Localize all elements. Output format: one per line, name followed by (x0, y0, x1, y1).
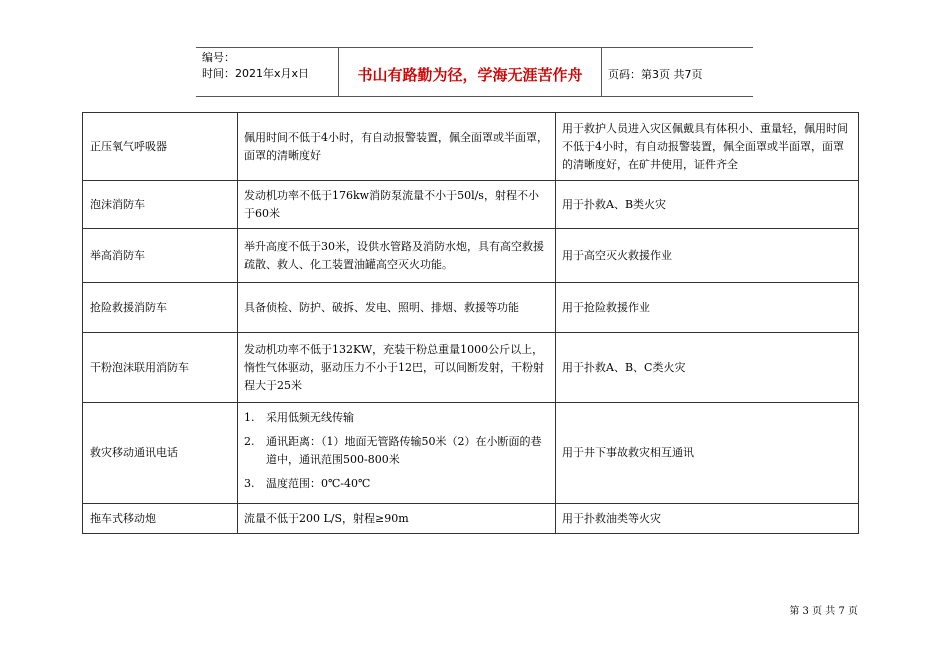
number-label: 编号： (202, 51, 235, 64)
spec-list (244, 409, 549, 493)
table-row (83, 504, 859, 534)
table-row (83, 181, 859, 229)
table-row (83, 283, 859, 333)
list-number: 1. (244, 411, 255, 424)
equipment-spec: 举升高度不低于30米，设供水管路及消防水炮，具有高空救援疏散、救人、化工装置油罐高空灭火功能。 (238, 229, 556, 283)
equipment-use: 用于扑救油类等火灾 (556, 504, 859, 534)
equipment-table (82, 112, 859, 534)
table-row (83, 229, 859, 283)
equipment-name: 拖车式移动炮 (83, 504, 238, 534)
equipment-name: 救灾移动通讯电话 (83, 403, 238, 504)
list-number: 3. (244, 477, 255, 490)
equipment-use: 用于高空灭火救援作业 (556, 229, 859, 283)
equipment-use: 用于井下事故救灾相互通讯 (556, 403, 859, 504)
table-row (83, 113, 859, 181)
list-number: 2. (244, 435, 255, 448)
document-header (196, 47, 753, 97)
equipment-use: 用于救护人员进入灾区佩戴具有体积小、重量轻，佩用时间不低于4小时，有自动报警装置，佩全面罩或半面罩，面罩的清晰度好，在矿井使用，证件齐全 (556, 113, 859, 181)
equipment-name: 举高消防车 (83, 229, 238, 283)
list-item (244, 475, 549, 493)
equipment-spec: 流量不低于200 L/S，射程≥90m (238, 504, 556, 534)
header-meta (196, 48, 339, 96)
equipment-name: 干粉泡沫联用消防车 (83, 333, 238, 403)
equipment-name: 泡沫消防车 (83, 181, 238, 229)
header-motto: 书山有路勤为径，学海无涯苦作舟 (339, 48, 602, 96)
list-text: 通讯距离：（1）地面无管路传输50米（2）在小断面的巷道中，通讯范围500-800米 (266, 435, 542, 466)
list-item (244, 433, 549, 469)
equipment-spec (238, 403, 556, 504)
equipment-spec: 具备侦检、防护、破拆、发电、照明、排烟、救援等功能 (238, 283, 556, 333)
equipment-name: 正压氧气呼吸器 (83, 113, 238, 181)
equipment-name: 抢险救援消防车 (83, 283, 238, 333)
table-row (83, 403, 859, 504)
equipment-spec: 发动机功率不低于176kw消防泵流量不小于50l/s，射程不小于60米 (238, 181, 556, 229)
table-row (83, 333, 859, 403)
equipment-use: 用于扑救A、B类火灾 (556, 181, 859, 229)
equipment-spec: 佩用时间不低于4小时，有自动报警装置，佩全面罩或半面罩，面罩的清晰度好 (238, 113, 556, 181)
equipment-use: 用于扑救A、B、C类火灾 (556, 333, 859, 403)
time-label: 时间：2021年x月x日 (202, 67, 310, 80)
list-item (244, 409, 549, 427)
page-footer: 第 3 页 共 7 页 (789, 606, 858, 617)
list-text: 采用低频无线传输 (266, 411, 354, 424)
header-page-label: 页码：第3页 共7页 (608, 68, 703, 81)
equipment-spec: 发动机功率不低于132KW，充装干粉总重量1000公斤以上，惰性气体驱动，驱动压力不小于12巴，可以间断发射，干粉射程大于25米 (238, 333, 556, 403)
equipment-use: 用于抢险救援作业 (556, 283, 859, 333)
list-text: 温度范围：0℃-40℃ (266, 477, 371, 490)
